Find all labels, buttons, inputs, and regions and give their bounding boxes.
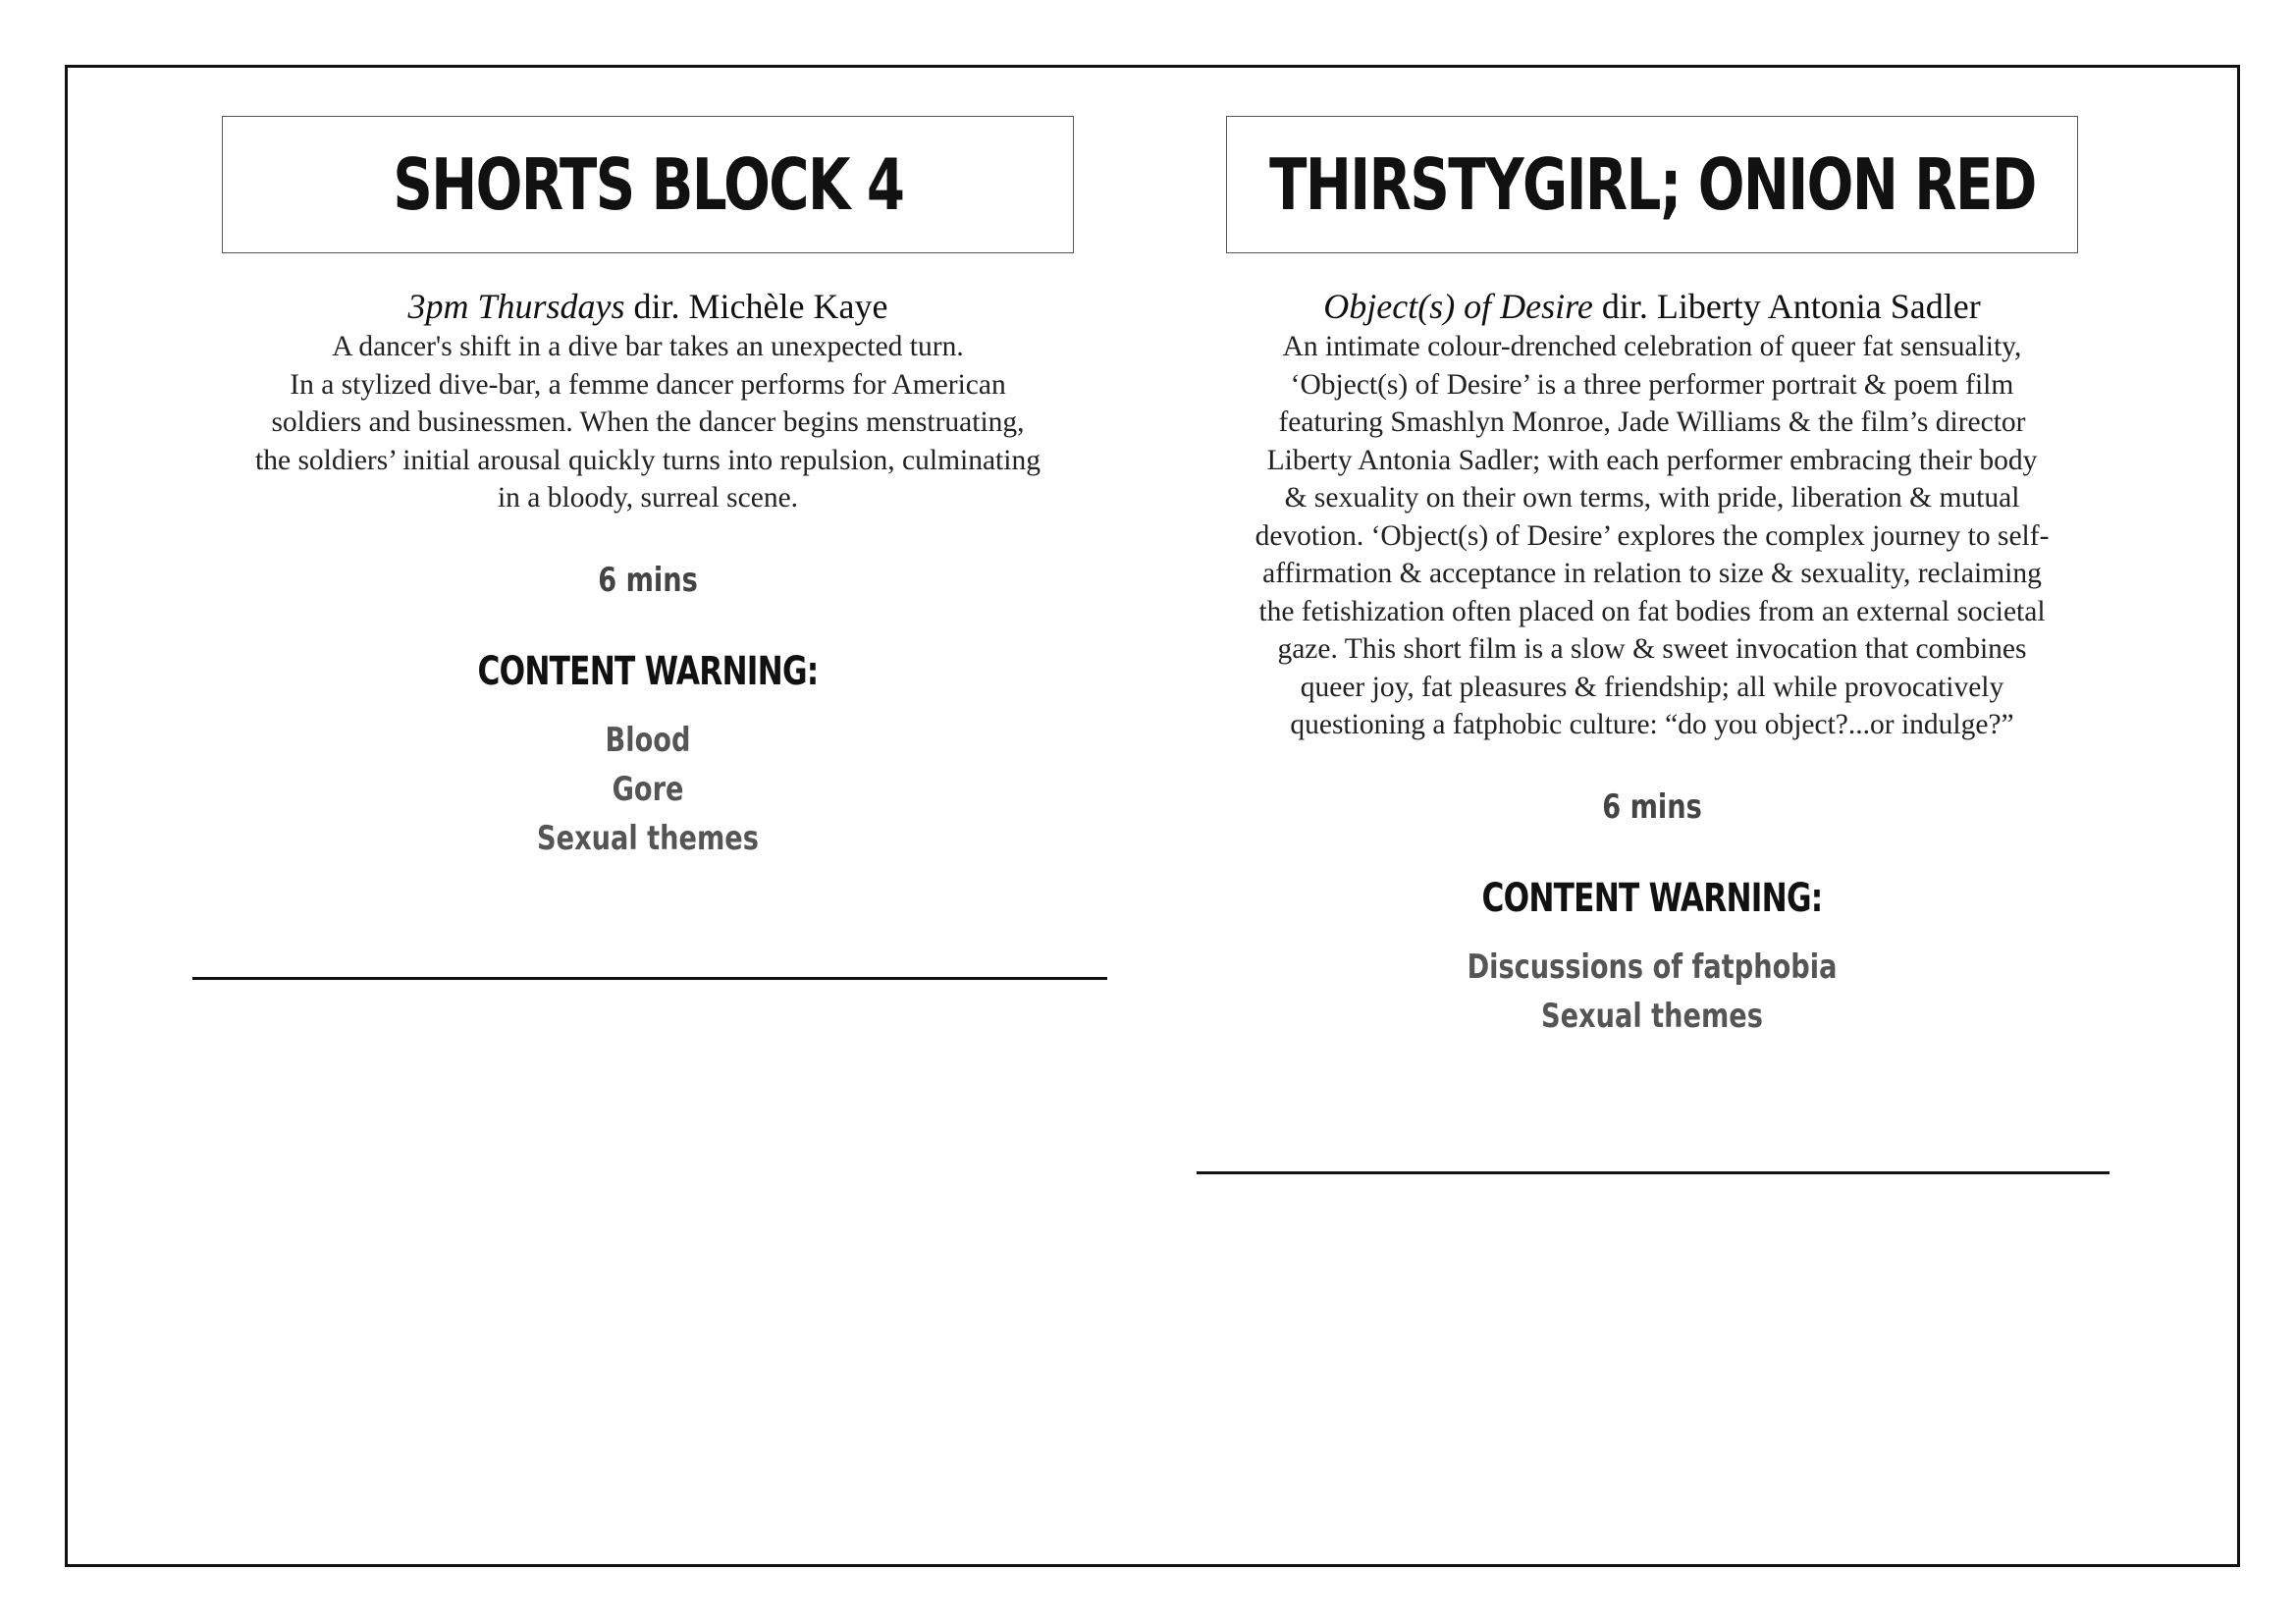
content-warning-item: Blood [605,720,691,760]
synopsis-line: gaze. This short film is a slow & sweet invocation that combines [1277,633,2027,665]
left-film-synopsis [191,328,1104,517]
synopsis-line: the fetishization often placed on fat bodies from an external societal [1258,595,2046,627]
right-title-box [1226,116,2078,253]
content-warning-item: Discussions of fatphobia [1467,947,1838,987]
left-section-title: SHORTS BLOCK 4 [392,143,904,226]
right-section [1191,116,2113,1056]
synopsis-line: the soldiers’ initial arousal quickly turns into repulsion, culminating [255,444,1041,476]
right-divider [1197,1171,2109,1174]
right-film-heading [1191,285,2113,328]
left-title-box [222,116,1074,253]
right-film-title: Object(s) of Desire [1323,287,1593,326]
right-content-warning-list [1191,943,2113,1041]
left-film-runtime: 6 mins [598,560,698,600]
synopsis-line: featuring Smashlyn Monroe, Jade Williams & the film’s director [1278,406,2026,438]
left-section [187,116,1109,879]
content-warning-item: Sexual themes [1541,996,1763,1036]
left-film-heading [187,285,1109,328]
left-film-director: dir. Michèle Kaye [633,287,888,326]
synopsis-line: Liberty Antonia Sadler; with each performer embracing their body [1266,444,2038,476]
content-warning-item: Gore [612,769,684,809]
content-warning-item: Sexual themes [537,818,759,858]
left-content-warning-list [187,716,1109,863]
synopsis-line: queer joy, fat pleasures & friendship; all while provocatively [1300,671,2004,703]
synopsis-line: An intimate colour-drenched celebration of queer fat sensuality, [1282,331,2022,362]
right-film-synopsis [1191,328,2113,744]
synopsis-line: affirmation & acceptance in relation to size & sexuality, reclaiming [1262,558,2042,589]
left-film-title: 3pm Thursdays [407,287,625,326]
synopsis-line: in a bloody, surreal scene. [497,482,799,514]
right-film-runtime: 6 mins [1602,786,1702,827]
synopsis-line: soldiers and businessmen. When the dancer begins menstruating, [271,406,1025,438]
synopsis-line: & sexuality on their own terms, with pride, liberation & mutual [1284,482,2020,514]
synopsis-line: In a stylized dive-bar, a femme dancer performs for American [290,368,1006,401]
synopsis-line: questioning a fatphobic culture: “do you object?...or indulge?” [1290,709,2014,740]
right-section-title: THIRSTYGIRL; ONION RED [1268,143,2036,226]
left-content-warning-heading: CONTENT WARNING: [477,648,819,694]
right-content-warning-heading: CONTENT WARNING: [1481,875,1823,921]
synopsis-line: devotion. ‘Object(s) of Desire’ explores the complex journey to self- [1255,519,2050,552]
right-film-director: dir. Liberty Antonia Sadler [1601,287,1981,326]
synopsis-line: ‘Object(s) of Desire’ is a three performer portrait & poem film [1290,368,2014,401]
left-divider [192,977,1107,980]
synopsis-line: A dancer's shift in a dive bar takes an unexpected turn. [332,331,964,362]
